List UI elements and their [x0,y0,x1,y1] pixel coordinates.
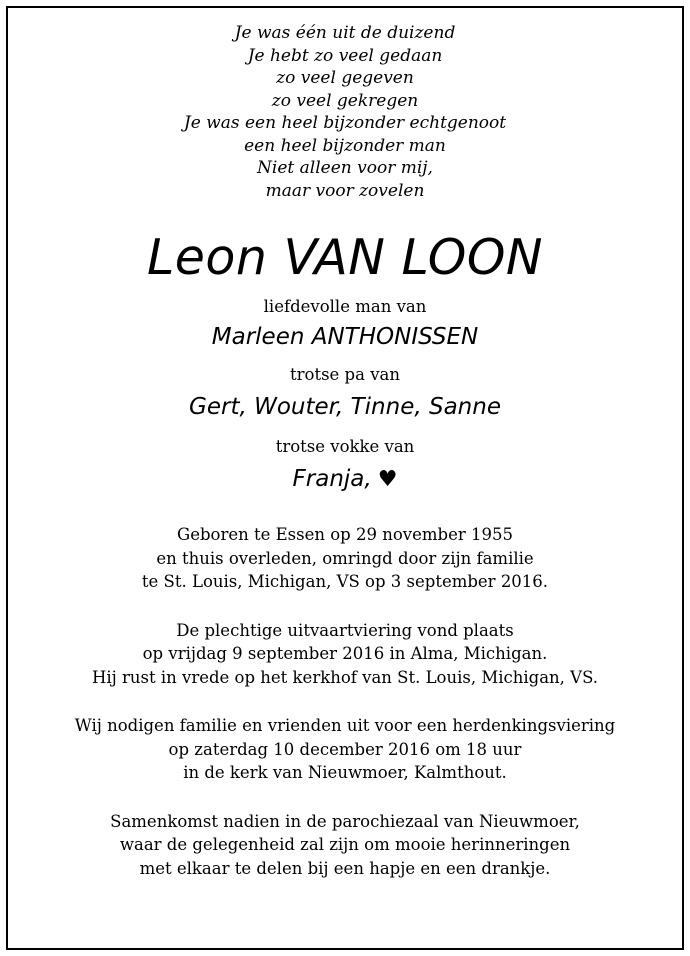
paragraph-line: waar de gelegenheid zal zijn om mooie herinneringen [119,835,571,854]
paragraph-line: Hij rust in vrede op het kerkhof van St. Louis, Michigan, VS. [91,667,599,687]
paragraph-line: op vrijdag 9 september 2016 in Alma, Michigan. [142,644,548,663]
paragraph-line: De plechtige uitvaartviering vond plaats [176,620,514,640]
gathering-paragraph [8,810,682,881]
relation-label-grandchildren: trotse vokke van [275,437,415,456]
children-names: Gert, Wouter, Tinne, Sanne [189,394,501,420]
poem-line: Je hebt zo veel gedaan [247,45,443,66]
poem-line: een heel bijzonder man [244,135,446,156]
deceased-name: Leon VAN LOON [146,229,544,286]
paragraph-line: Geboren te Essen op 29 november 1955 [177,525,513,544]
relation-label-spouse: liefdevolle man van [263,297,427,316]
birth-death-paragraph [8,523,682,594]
poem [8,22,682,202]
funeral-paragraph [8,619,682,690]
poem-line: maar voor zovelen [265,180,425,201]
memorial-paragraph [8,714,682,785]
poem-line: zo veel gegeven [276,68,414,88]
grandchildren-line [8,464,682,495]
obituary-frame [6,6,684,950]
poem-line: zo veel gekregen [271,90,419,111]
obituary-content [8,8,682,880]
paragraph-line: Wij nodigen familie en vrienden uit voor een herdenkingsviering [74,716,616,735]
relation-label-children: trotse pa van [290,365,400,384]
paragraph-line: met elkaar te delen bij een hapje en een drankje. [139,858,551,878]
paragraph-line: op zaterdag 10 december 2016 om 18 uur [168,739,522,759]
paragraph-line: te St. Louis, Michigan, VS op 3 september 2016. [141,572,549,591]
poem-line: Je was één uit de duizend [234,23,456,43]
poem-line: Je was een heel bijzonder echtgenoot [183,113,507,133]
spouse-name: Marleen ANTHONISSEN [211,324,479,350]
paragraph-line: Samenkomst nadien in de parochiezaal van Nieuwmoer, [110,811,580,831]
heart-icon: ♥ [377,467,398,492]
grandchildren-names: Franja, [292,466,372,492]
paragraph-line: in de kerk van Nieuwmoer, Kalmthout. [183,763,507,782]
poem-line: Niet alleen voor mij, [257,158,433,178]
paragraph-line: en thuis overleden, omringd door zijn familie [156,548,534,568]
